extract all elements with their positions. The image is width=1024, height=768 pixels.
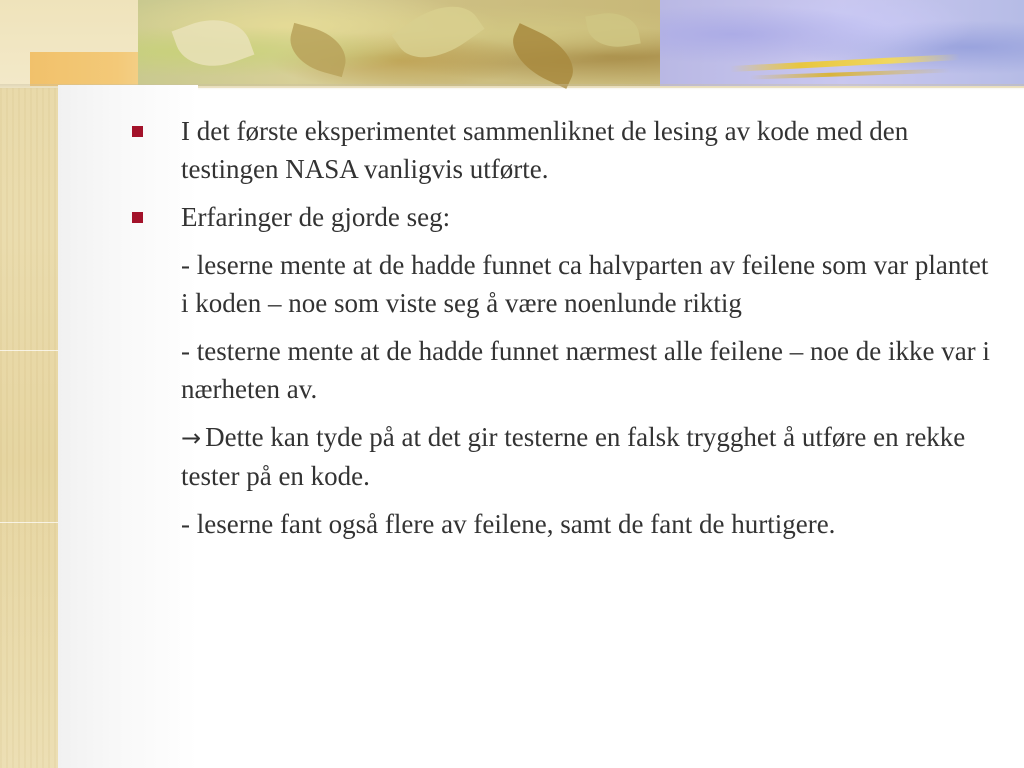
bullet-item [130,198,990,236]
parchment-strip [0,0,58,768]
leaf-shape [284,23,352,77]
leaf-shape [172,8,255,79]
right-arrow-icon: → [181,424,202,452]
bullet-text: Erfaringer de gjorde seg: [181,202,451,232]
leaf-shape [585,8,640,52]
sub-item-text: - leserne fant også flere av feilene, samt de fant de hurtigere. [181,509,836,539]
conclusion-item [130,418,990,495]
square-bullet-icon [132,212,143,223]
strip-seam [0,350,58,351]
strip-seam [0,522,58,523]
sub-item [130,332,990,408]
leaf-shape [503,23,583,89]
gold-streak [750,69,950,80]
leaf-collage-image [138,0,660,86]
sub-item-text: - leserne mente at de hadde funnet ca halvparten av feilene som var plantet i koden – noe som viste seg å være noenlunde riktig [181,250,989,318]
sub-item [130,246,990,322]
square-bullet-icon [132,126,143,137]
sky-collage-image [660,0,1024,86]
leaf-shape [391,0,484,75]
bullet-item [130,112,990,188]
sub-item-text: Dette kan tyde på at det gir testerne en falsk trygghet å utføre en rekke tester på en kode. [181,422,966,491]
slide-body [130,112,990,553]
sub-item-text: - testerne mente at de hadde funnet nærmest alle feilene – noe de ikke var i nærheten av. [181,336,990,404]
bullet-text: I det første eksperimentet sammenliknet de lesing av kode med den testingen NASA vanligvis utførte. [181,116,909,184]
sub-item [130,505,990,543]
